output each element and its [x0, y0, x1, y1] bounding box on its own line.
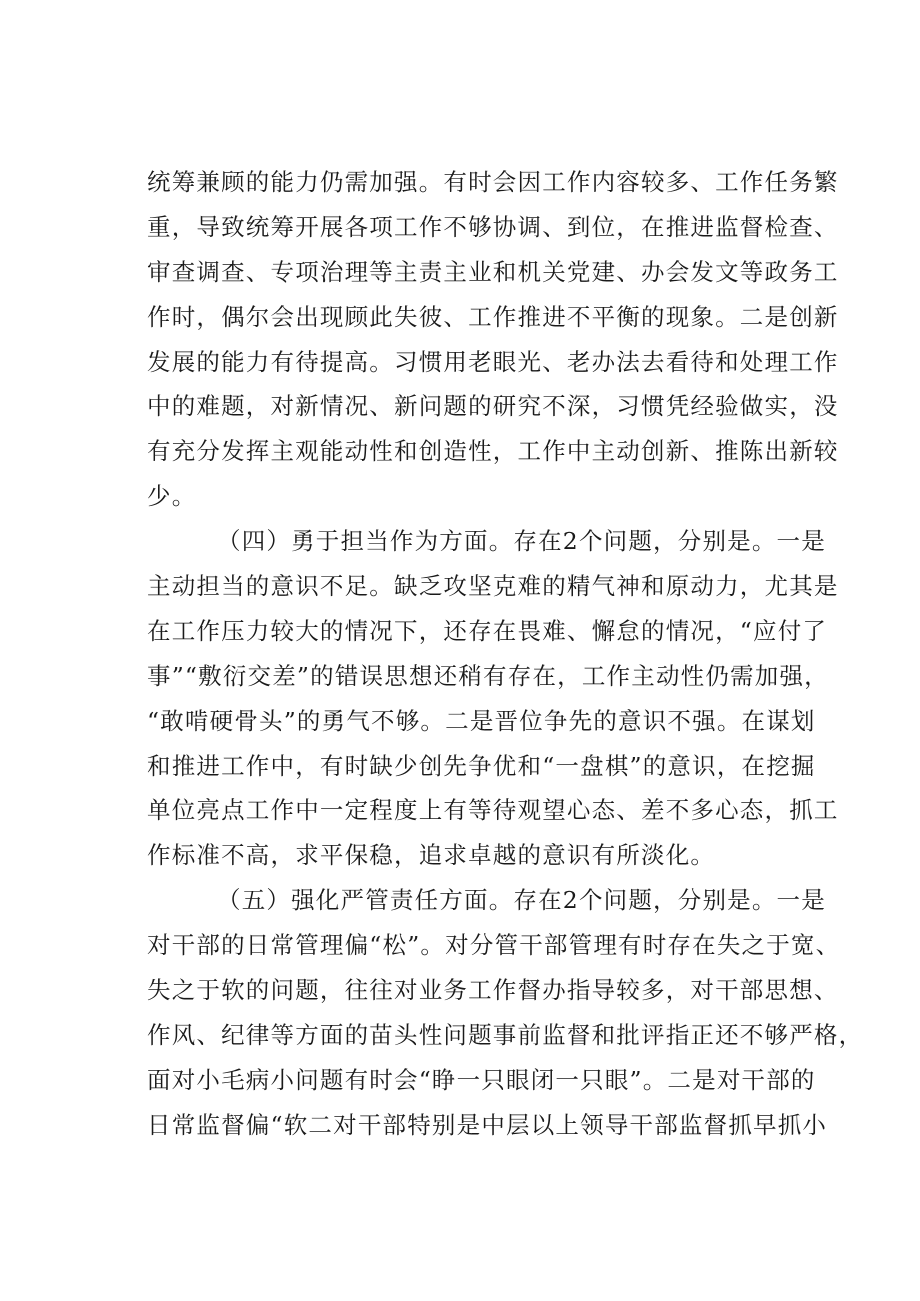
document-body: [147, 160, 864, 1148]
text-line: 少。: [147, 482, 197, 511]
text-line: 失之于软的问题，往往对业务工作督办指导较多，对干部思想、: [147, 976, 839, 1005]
text-line: 重，导致统筹开展各项工作不够协调、到位，在推进监督检查、: [147, 212, 839, 241]
text-line: 作风、纪律等方面的苗头性问题事前监督和批评指正还不够严格，: [147, 1020, 864, 1049]
text-line: “敢啃硬骨头”的勇气不够。二是晋位争先的意识不强。在谋划: [147, 706, 816, 735]
text-line: 作标准不高，求平保稳，追求卓越的意识有所淡化。: [147, 841, 716, 870]
text-line: 统筹兼顾的能力仍需加强。有时会因工作内容较多、工作任务繁: [147, 168, 839, 196]
text-line: 和推进工作中，有时缺少创先争优和“一盘棋”的意识，在挖掘: [147, 751, 816, 780]
text-line: 在工作压力较大的情况下，还存在畏难、懈怠的情况，“应付了: [147, 616, 828, 645]
text-line: 审查调查、专项治理等主责主业和机关党建、办会发文等政务工: [147, 257, 839, 286]
section-heading-line: （五）强化严管责任方面。存在2个问题，分别是。一是: [217, 886, 826, 915]
text-line: 日常监督偏“软二对干部特别是中层以上领导干部监督抓早抓小: [147, 1110, 828, 1139]
text-line: 面对小毛病小问题有时会“睁一只眼闭一只眼”。二是对干部的: [147, 1065, 816, 1094]
text-line: 作时，偶尔会出现顾此失彼、工作推进不平衡的现象。二是创新: [147, 302, 839, 331]
text-line: 单位亮点工作中一定程度上有等待观望心态、差不多心态，抓工: [147, 796, 839, 825]
text-line: 主动担当的意识不足。缺乏攻坚克难的精气神和原动力，尤其是: [147, 572, 839, 601]
text-line: 发展的能力有待提高。习惯用老眼光、老办法去看待和处理工作: [147, 347, 839, 376]
text-line: 对干部的日常管理偏“松”。对分管干部管理有时存在失之于宽、: [147, 931, 841, 960]
section-heading-line: （四）勇于担当作为方面。存在2个问题，分别是。一是: [217, 527, 826, 556]
text-line: 中的难题，对新情况、新问题的研究不深，习惯凭经验做实，没: [147, 392, 839, 421]
text-line: 有充分发挥主观能动性和创造性，工作中主动创新、推陈出新较: [147, 437, 839, 466]
text-line: 事”“敷衍交差”的错误思想还稍有存在，工作主动性仍需加强，: [147, 661, 829, 690]
